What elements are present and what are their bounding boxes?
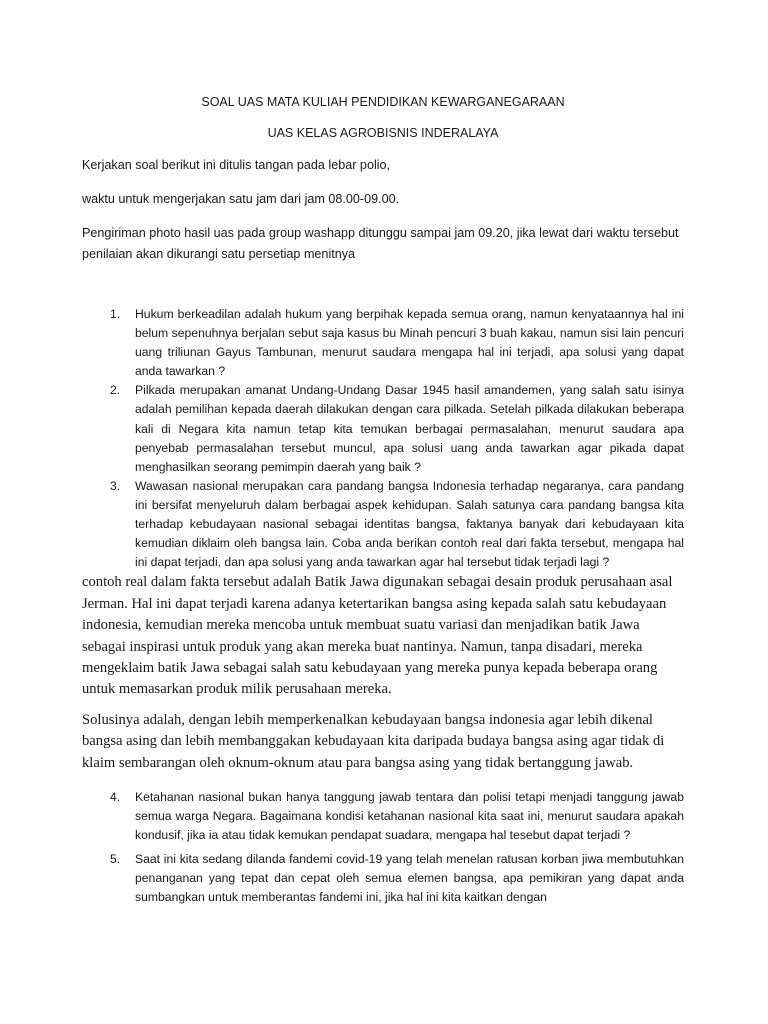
question-number: 3.: [110, 478, 121, 493]
question-list-part2: [82, 788, 684, 908]
question-text: Ketahanan nasional bukan hanya tanggung jawab tentara dan polisi tetapi menjadi tanggung jawab semua warga Negara. Bagaimana kondisi ketahanan nasional kita saat ini, menurut saudara apakah kondusif, jika ia atau tidak kemukan pendapat suadara, mengapa hal tesebut dapat terjadi ?: [135, 789, 684, 843]
answer-paragraph-example: contoh real dalam fakta tersebut adalah Batik Jawa digunakan sebagai desain produk perusahaan asal Jerman. Hal ini dapat terjadi karena adanya ketertarikan bangsa asing kepada salah satu kebudayaan indonesia, kemudian mereka mencoba untuk membuat suatu variasi dan menjadikan batik Jawa sebagai inspirasi untuk produk yang akan mereka buat nantinya. Namun, tanpa disadari, mereka mengeklaim batik Jawa sebagai salah satu kebudayaan yang mereka punya kepada beberapa orang untuk memasarkan produk milik perusahaan mereka.: [82, 574, 673, 698]
question-text: Pilkada merupakan amanat Undang-Undang Dasar 1945 hasil amandemen, yang salah satu isinya adalah pemilihan kepada daerah dilakukan dengan cara pilkada. Setelah pilkada dilakukan beberapa kali di Negara kita namun tetap kita temukan berbagai permasalahan, menurut saudara apa penyebab permasalahan tersebut muncul, apa solusi uang anda tawarkan agar pikada dapat menghasilkan seorang pemimpin daerah yang baik ?: [135, 383, 684, 474]
question-text: Saat ini kita sedang dilanda fandemi covid-19 yang telah menelan ratusan korban jiwa membutuhkan penanganan yang tepat dan cepat oleh semua elemen bangsa, apa pemikiran yang dapat anda sumbangkan untuk memberantas fandemi ini, jika hal ini kita kaitkan dengan: [135, 852, 684, 905]
question-item: [110, 788, 684, 845]
question-item: [110, 850, 684, 907]
instruction-submission: Pengiriman photo hasil uas pada group washapp ditunggu sampai jam 09.20, jika lewat dari waktu tersebut penilaian akan dikurangi satu persetiap menitnya: [82, 226, 679, 261]
question-item: [110, 477, 684, 572]
question-number: 5.: [110, 852, 121, 867]
question-number: 1.: [110, 307, 121, 321]
question-text: Wawasan nasional merupakan cara pandang bangsa Indonesia terhadap negaranya, cara pandang ini bersifat menyeluruh dalam berbagai aspek kehidupan. Salah satunya cara pandang bangsa kita terhadap kebudayaan nasional sebagai identitas bangsa, faktanya banyak dari kebudayaan kita kemudian diklaim oleh bangsa lain. Coba anda berikan contoh real dari fakta tersebut, mengapa hal ini dapat terjadi, dan apa solusi yang anda tawarkan agar hal tersebut tidak terjadi lagi ?: [135, 478, 684, 570]
instruction-writing: Kerjakan soal berikut ini ditulis tangan pada lebar polio,: [82, 158, 391, 172]
instruction-time: waktu untuk mengerjakan satu jam dari jam 08.00-09.00.: [82, 192, 400, 206]
answer-paragraph-solution: Solusinya adalah, dengan lebih memperkenalkan kebudayaan bangsa indonesia agar lebih dikenal bangsa asing dan lebih membanggakan kebudayaan kita daripada budaya bangsa asing agar tidak di klaim sembarangan oleh oknum-oknum atau para bangsa asing yang tidak bertanggung jawab.: [82, 711, 665, 771]
question-text: Hukum berkeadilan adalah hukum yang berpihak kepada semua orang, namun kenyataannya hal ini belum sepenuhnya berjalan sebut saja kasus bu Minah pencuri 3 buah kakau, namun sisi lain pencuri uang triliunan Gayus Tambunan, menurut saudara mengapa hal ini terjadi, apa solusi yang dapat anda tawarkan ?: [135, 307, 684, 379]
document-title: SOAL UAS MATA KULIAH PENDIDIKAN KEWARGANEGARAAN: [201, 95, 565, 109]
question-number: 2.: [110, 383, 121, 398]
question-list-part1: [82, 305, 684, 572]
question-item: [110, 381, 684, 476]
question-item: [110, 305, 684, 381]
document-subtitle: UAS KELAS AGROBISNIS INDERALAYA: [267, 126, 499, 140]
question-number: 4.: [110, 789, 121, 804]
